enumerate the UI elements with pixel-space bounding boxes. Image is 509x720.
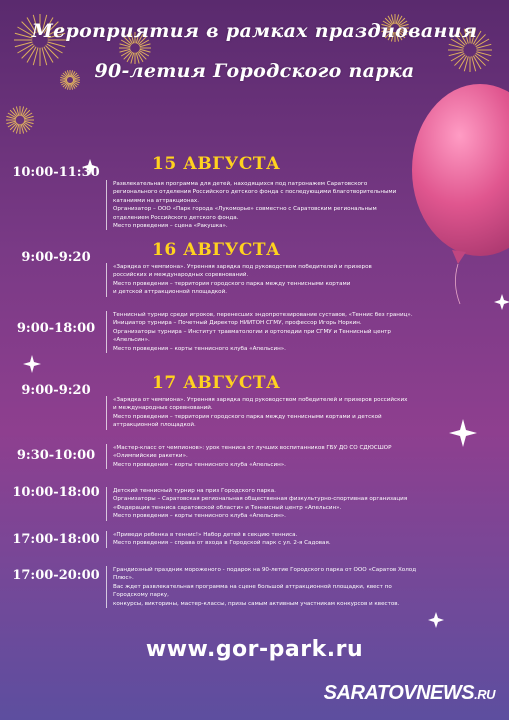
- event-description: «Приведи ребенка в теннис!» Набор детей в секцию тенниса. Место проведения – справа от входа в Городской парк с ул. 2-я Садовая.: [106, 531, 425, 548]
- day-date-15: 15 АВГУСТА: [152, 154, 281, 174]
- event-description: «Зарядка от чемпиона». Утренняя зарядка под руководством победителей и призеров российских и международных соревнований. Место проведения – территория городского парка между теннисными кортами и детской аттракционной площадкой.: [106, 263, 425, 297]
- event-description: Детский теннисный турнир на приз Городского парка. Организаторы – Саратовская региональная общественная физкультурно-спортивная организация «Федерация тенниса саратовской области» и Теннисный центр «Апельсин». Место проведения – корты теннисного клуба «Апельсин».: [106, 487, 425, 521]
- event-time: 10:00-18:00: [12, 485, 100, 500]
- website-link[interactable]: www.gor-park.ru: [145, 637, 364, 662]
- event-time: 9:00-18:00: [16, 321, 96, 336]
- day-date-17: 17 АВГУСТА: [152, 373, 281, 393]
- page-title-line-2: 90-летия Городского парка: [94, 60, 415, 82]
- event-time: 17:00-18:00: [12, 532, 100, 547]
- event-time: 10:00-11:30: [12, 165, 100, 180]
- event-description: Развлекательная программа для детей, находящихся под патронажем Саратовского регионального отделения Российского детского фонда с последующими благотворительными катаниями на аттракционах. Организатор – ООО «Парк города «Лукоморье» совместно с Саратовским региональным отделением Российского детского фонда. Место проведения – сцена «Ракушка».: [106, 180, 425, 230]
- event-description: «Зарядка от чемпиона». Утренняя зарядка под руководством победителей и призеров российских и международных соревнований. Место проведения – территория городского парка между теннисными кортами и детской аттракционной площадкой.: [106, 396, 425, 430]
- event-description: Теннисный турнир среди игроков, перенесших эндопротезирование суставов, «Теннис без границ». Инициатор турнира – Почетный Директор НИИТОН СГМУ, профессор Игорь Норкин. Организаторы турнира – Институт травматологии и ортопедии при СГМУ и Теннисный центр «Апельсин». Место проведения – корты теннисного клуба «Апельсин».: [106, 311, 425, 353]
- day-date-16: 16 АВГУСТА: [152, 240, 281, 260]
- brand-logo: SARATOVNEWS.RU: [323, 682, 495, 704]
- event-description: «Мастер-класс от чемпионов»: урок тенниса от лучших воспитанников ГБУ ДО СО СДЮСШОР «Олимпийские ракетки». Место проведения – корты теннисного клуба «Апельсин».: [106, 444, 425, 469]
- event-time: 9:00-9:20: [21, 250, 91, 265]
- event-time: 9:30-10:00: [16, 448, 96, 463]
- event-time: 17:00-20:00: [12, 568, 100, 583]
- event-time: 9:00-9:20: [21, 383, 91, 398]
- balloon-icon: [412, 84, 509, 304]
- page-title-line-1: Мероприятия в рамках празднования: [31, 20, 478, 42]
- event-description: Грандиозный праздник мороженого - подарок на 90-летие Городского парка от ООО «Саратов Холод Плюс». Вас ждет развлекательная программа на сцене большой аттракционной площадки, квест по Городскому парку, конкурсы, викторины, мастер-классы, призы самым активным участникам конкурсов и квестов.: [106, 566, 425, 608]
